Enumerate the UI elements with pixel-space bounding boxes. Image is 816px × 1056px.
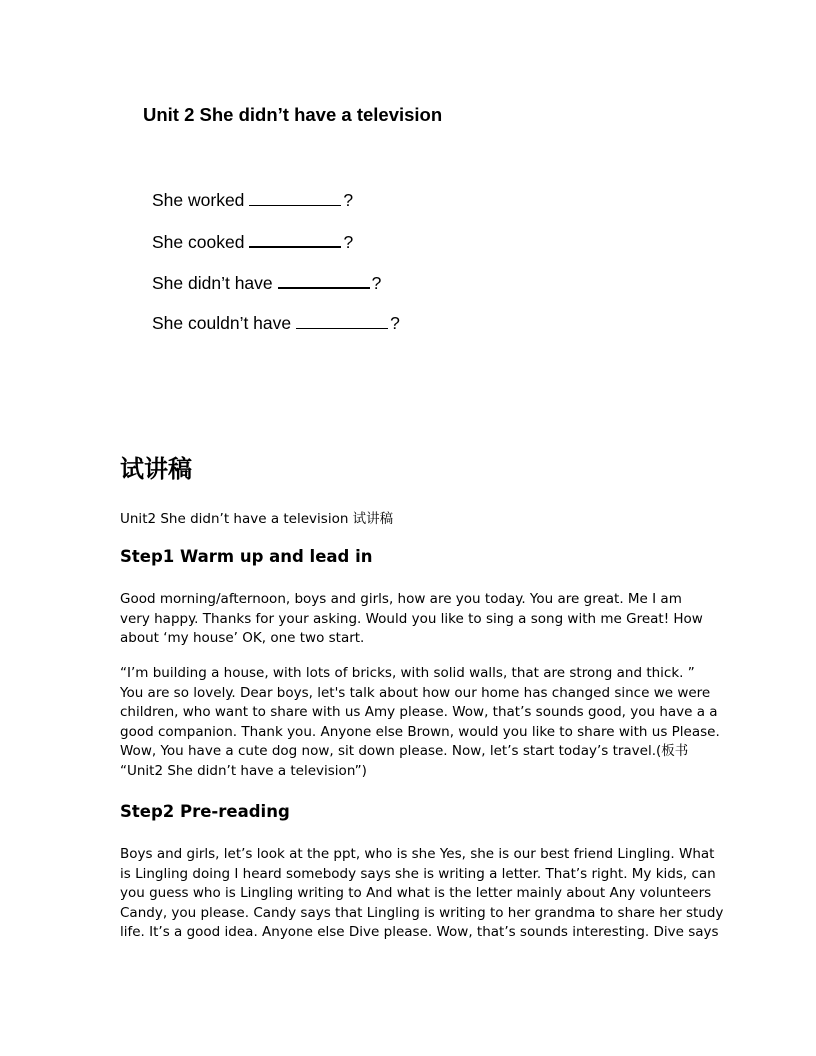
paragraph-line: Boys and girls, let’s look at the ppt, who is she Yes, she is our best friend Lingling. What: [120, 846, 715, 862]
paragraph-line: children, who want to share with us Amy please. Wow, that’s sounds good, you have a a: [120, 704, 718, 721]
step2-paragraph-1: [120, 845, 724, 943]
question-mark: ?: [371, 273, 382, 293]
answer-blank: [249, 230, 341, 248]
fill-in-prefix: She couldn’t have: [152, 313, 292, 333]
paragraph-line: about ‘my house’ OK, one two start.: [120, 630, 365, 647]
paragraph-line: life. It’s a good idea. Anyone else Dive please. Wow, that’s sounds interesting. Dive says: [120, 924, 719, 941]
fill-in-prefix: She didn’t have: [152, 273, 273, 293]
step1-heading: Step1 Warm up and lead in: [120, 547, 373, 566]
question-mark: ?: [390, 313, 400, 333]
fill-in-prefix: She worked: [152, 190, 245, 210]
paragraph-line: Wow, You have a cute dog now, sit down please. Now, let’s start today’s travel.(板书: [120, 743, 689, 760]
paragraph-line: good companion. Thank you. Anyone else Brown, would you like to share with us Please.: [120, 723, 720, 740]
paragraph-line: is Lingling doing I heard somebody says she is writing a letter. That’s right. My kids, can: [120, 865, 716, 882]
paragraph-line: Candy, you please. Candy says that Lingling is writing to her grandma to share her study: [120, 904, 724, 921]
paragraph-line: You are so lovely. Dear boys, let's talk about how our home has changed since we were: [120, 684, 711, 701]
question-mark: ?: [343, 232, 354, 252]
script-heading: 试讲稿: [120, 455, 192, 483]
question-mark: ?: [343, 190, 354, 210]
answer-blank: [278, 271, 370, 289]
paragraph-line: Good morning/afternoon, boys and girls, how are you today. You are great. Me I am: [120, 591, 682, 607]
answer-blank: [296, 312, 388, 329]
paragraph-line: “I’m building a house, with lots of bricks, with solid walls, that are strong and thick. ”: [120, 665, 695, 681]
fill-in-line-2: [152, 230, 353, 253]
paragraph-line: “Unit2 She didn’t have a television”): [120, 762, 367, 779]
fill-in-line-1: [152, 189, 353, 211]
paragraph-line: very happy. Thanks for your asking. Would you like to sing a song with me Great! How: [120, 610, 703, 627]
fill-in-prefix: She cooked: [152, 232, 245, 252]
fill-in-line-3: [152, 271, 381, 294]
fill-in-line-4: [152, 312, 400, 334]
step2-heading: Step2 Pre-reading: [120, 802, 290, 821]
step1-paragraph-2: [120, 664, 720, 782]
unit-title: Unit 2 She didn’t have a television: [143, 104, 443, 125]
answer-blank: [249, 189, 341, 206]
script-doc-title: Unit2 She didn’t have a television 试讲稿: [120, 511, 394, 527]
step1-paragraph-1: [120, 590, 710, 649]
paragraph-line: you guess who is Lingling writing to And what is the letter mainly about Any volunteers: [120, 885, 712, 902]
